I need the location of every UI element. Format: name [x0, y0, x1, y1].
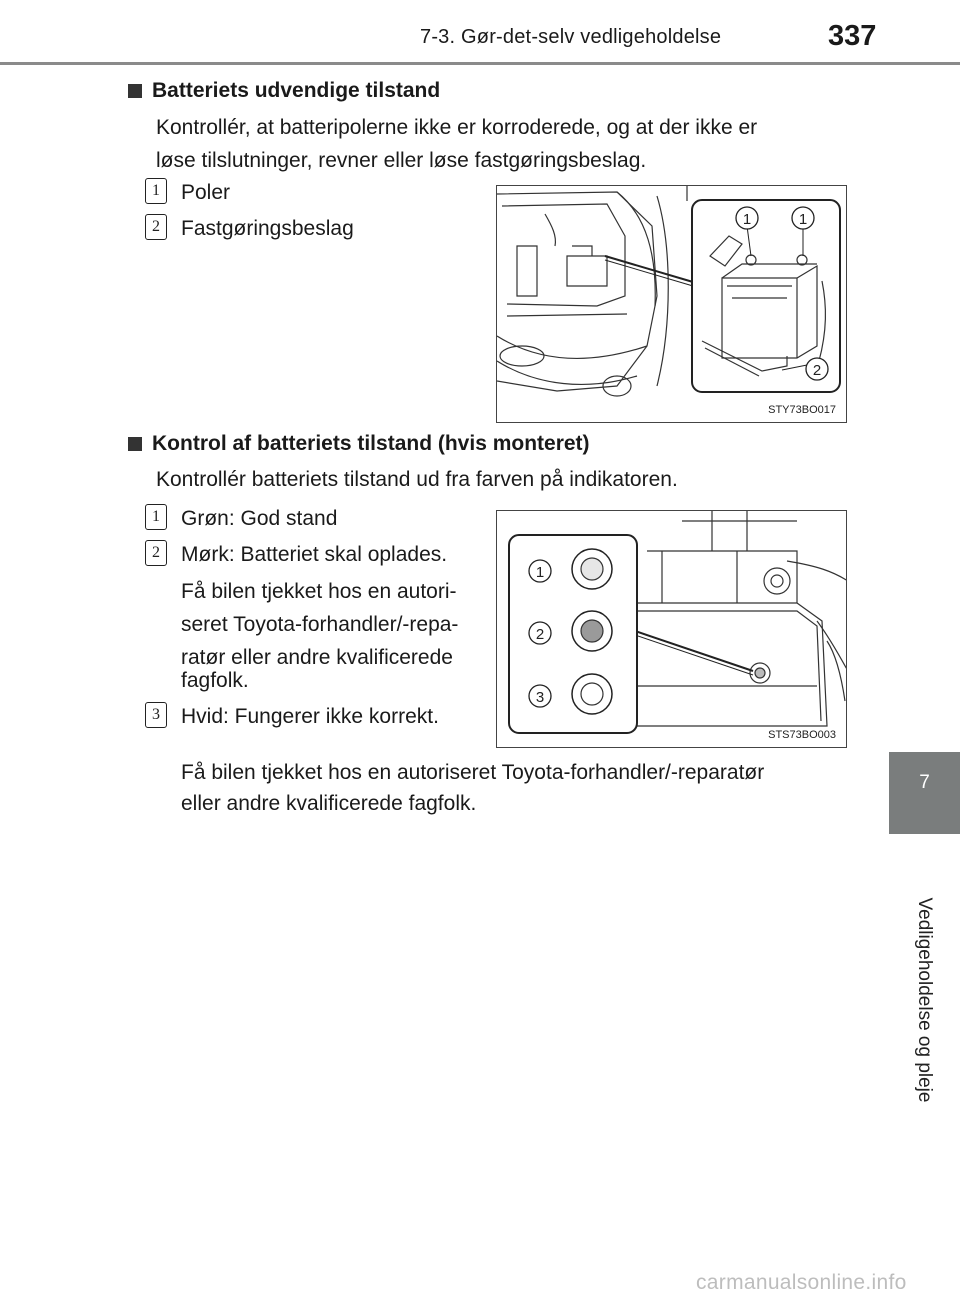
square-bullet-icon — [128, 437, 142, 451]
final-note-line: eller andre kvalificerede fagfolk. — [181, 792, 477, 815]
item-note-line: seret Toyota-forhandler/-repa- — [181, 613, 459, 636]
battery-illustration — [497, 186, 847, 423]
section-intro: Kontrollér batteriets tilstand ud fra farven på indikatoren. — [156, 468, 678, 491]
figure-code: STS73BO003 — [768, 729, 836, 741]
battery-engine-bay-figure — [496, 185, 847, 423]
item-number-badge: 1 — [145, 504, 167, 530]
section-heading-text: Batteriets udvendige tilstand — [152, 79, 441, 102]
callout-label: 1 — [742, 211, 752, 228]
indicator-illustration — [497, 511, 847, 748]
item-number-badge: 2 — [145, 540, 167, 566]
callout-label: 1 — [535, 564, 545, 581]
item-note-line: Få bilen tjekket hos en autori- — [181, 580, 457, 603]
section-heading-text: Kontrol af batteriets tilstand (hvis monteret) — [152, 432, 590, 455]
final-note-line: Få bilen tjekket hos en autoriseret Toyota-forhandler/-reparatør — [181, 761, 765, 784]
item-number-badge: 3 — [145, 702, 167, 728]
item-number-badge: 2 — [145, 214, 167, 240]
chapter-tab-number: 7 — [919, 772, 930, 793]
item-label: Fastgøringsbeslag — [181, 217, 354, 240]
callout-label: 1 — [798, 211, 808, 228]
page-number: 337 — [828, 20, 877, 52]
item-number-badge: 1 — [145, 178, 167, 204]
callout-label: 2 — [535, 626, 545, 643]
item-label: Mørk: Batteriet skal oplades. — [181, 543, 448, 566]
figure-code: STY73BO017 — [768, 404, 836, 416]
chapter-side-label: Vedligeholdelse og pleje — [914, 897, 935, 1103]
item-note-line: ratør eller andre kvalificerede — [181, 646, 453, 669]
item-label: Grøn: God stand — [181, 507, 338, 530]
item-label: Poler — [181, 181, 231, 204]
section-heading-battery-condition — [128, 432, 590, 456]
callout-label: 3 — [535, 689, 545, 706]
watermark-link[interactable]: carmanualsonline.info — [696, 1271, 907, 1294]
section-body-line: Kontrollér, at batteripolerne ikke er korroderede, og at der ikke er — [156, 116, 758, 139]
item-label: Hvid: Fungerer ikke korrekt. — [181, 705, 439, 728]
section-body-line: løse tilslutninger, revner eller løse fastgøringsbeslag. — [156, 149, 647, 172]
running-header-section: 7-3. Gør-det-selv vedligeholdelse — [420, 26, 722, 48]
battery-indicator-figure — [496, 510, 847, 748]
section-heading-battery-exterior — [128, 79, 440, 103]
square-bullet-icon — [128, 84, 142, 98]
callout-label: 2 — [812, 362, 822, 379]
item-note-line: fagfolk. — [181, 669, 249, 692]
header-rule — [0, 62, 960, 65]
